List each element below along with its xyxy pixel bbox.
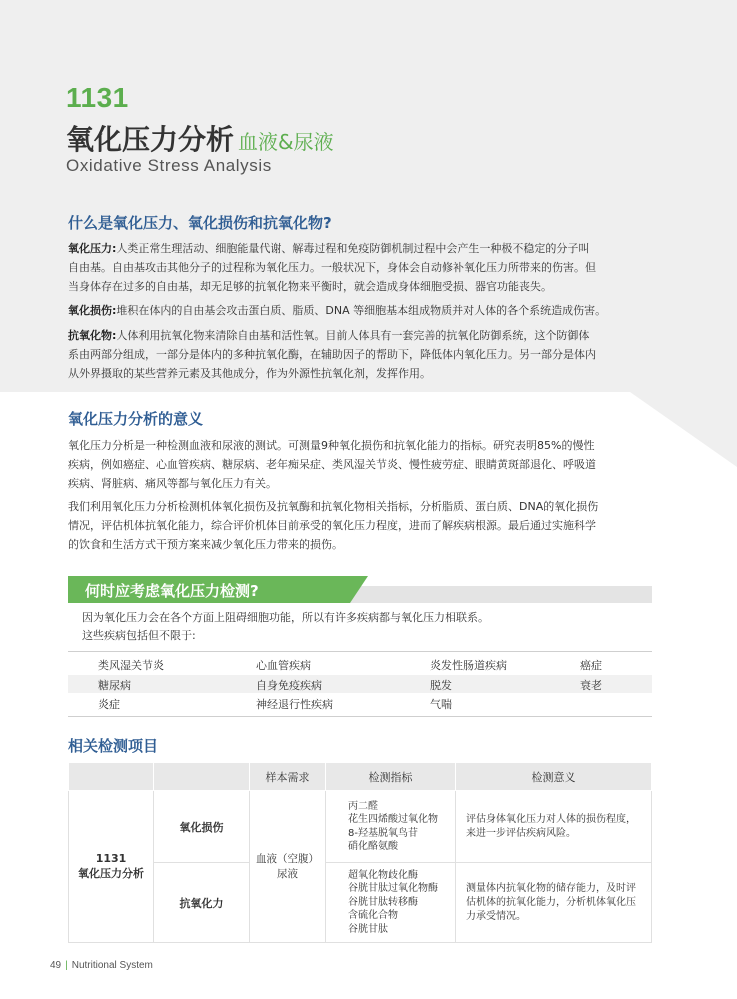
heading-tests: 相关检测项目 xyxy=(68,737,159,755)
title-sub: 血液&尿液 xyxy=(238,130,334,154)
footer-separator: | xyxy=(65,960,68,971)
text-line: 人类正常生理活动、细胞能量代谢、解毒过程和免疫防御机制过程中会产生一种极不稳定的分子叫 xyxy=(116,242,590,255)
text-line: 堆积在体内的自由基会攻击蛋白质、脂质、DNA 等细胞基本组成物质并对人体的各个系统造成伤害。 xyxy=(116,304,607,317)
term-oxidative-damage: 氧化损伤: xyxy=(68,304,117,317)
text-line: 氧化压力分析是一种检测血液和尿液的测试。可测量9种氧化损伤和抗氧化能力的指标。研究表明85%的慢性 xyxy=(68,439,595,452)
text-line: 自由基。自由基攻击其他分子的过程称为氧化压力。一般状况下，身体会自动修补氧化压力所带来的伤害。但 xyxy=(68,261,596,274)
table-header xyxy=(154,763,250,791)
sample-cell xyxy=(250,791,326,943)
indicator: 超氧化物歧化酶 xyxy=(348,869,418,881)
indicator: 谷胱甘肽转移酶 xyxy=(348,896,418,908)
indicators-cell xyxy=(326,791,456,863)
page-number: 49 xyxy=(50,960,62,971)
para-oxidative-damage xyxy=(68,301,658,320)
para-meaning-2 xyxy=(68,497,658,554)
divider xyxy=(68,716,652,717)
title-english: Oxidative Stress Analysis xyxy=(66,156,272,175)
text-line: 的饮食和生活方式干预方案来减少氧化压力带来的损伤。 xyxy=(68,538,343,551)
group-name: 氧化损伤 xyxy=(154,791,250,863)
indicator: 谷胱甘肽 xyxy=(348,923,388,935)
disease-cell: 神经退行性疾病 xyxy=(256,698,333,711)
term-oxidative-stress: 氧化压力: xyxy=(68,242,117,255)
disease-cell: 衰老 xyxy=(580,679,602,692)
text-line: 疾病，例如癌症、心血管疾病、糖尿病、老年痴呆症、类风湿关节炎、慢性疲劳症、眼睛黄斑部退化、呼吸道 xyxy=(68,458,596,471)
indicator: 硝化酪氨酸 xyxy=(348,841,398,852)
page-footer xyxy=(50,960,153,971)
heading-meaning: 氧化压力分析的意义 xyxy=(68,410,204,428)
page-title xyxy=(66,118,334,158)
test-name: 氧化压力分析 xyxy=(78,867,144,880)
disease-row xyxy=(68,655,652,673)
text-line: 疾病、肾脏病、痛风等都与氧化压力有关。 xyxy=(68,477,277,490)
text-line: 情况，评估机体抗氧化能力，综合评价机体目前承受的氧化压力程度，进而了解疾病根源。最后通过实施科学 xyxy=(68,519,596,532)
disease-cell: 心血管疾病 xyxy=(256,659,311,672)
test-name-cell xyxy=(69,791,154,943)
test-code: 1131 xyxy=(95,852,127,865)
meaning-cell: 测量体内抗氧化物的储存能力，及时评估机体的抗氧化能力，分析机体氧化压力承受情况。 xyxy=(456,863,652,943)
term-antioxidant: 抗氧化物: xyxy=(68,329,117,342)
disease-cell: 炎症 xyxy=(98,698,120,711)
indicators-cell xyxy=(326,863,456,943)
table-row xyxy=(69,791,652,863)
text-line: 我们利用氧化压力分析检测机体氧化损伤及抗氧酶和抗氧化物相关指标，分析脂质、蛋白质、DNA的氧化损伤 xyxy=(68,500,599,513)
when-intro-1: 因为氧化压力会在各个方面上阻碍细胞功能，所以有许多疾病都与氧化压力相联系。 xyxy=(82,611,489,624)
disease-cell: 炎发性肠道疾病 xyxy=(430,659,507,672)
indicator: 含硫化合物 xyxy=(348,910,398,922)
title-main: 氧化压力分析 xyxy=(66,123,235,156)
sample-blood: 血液（空腹） xyxy=(256,852,319,865)
para-oxidative-stress xyxy=(68,239,658,296)
table-header xyxy=(69,763,154,791)
footer-label: Nutritional System xyxy=(71,960,153,971)
table-header: 检测指标 xyxy=(326,763,456,791)
disease-cell: 气喘 xyxy=(430,698,452,711)
table-header: 检测意义 xyxy=(456,763,652,791)
group-name: 抗氧化力 xyxy=(154,863,250,943)
disease-cell: 自身免疫疾病 xyxy=(256,679,322,692)
table-header-row xyxy=(69,763,652,791)
para-antioxidant xyxy=(68,326,658,383)
disease-row xyxy=(68,675,652,693)
text-line: 当身体存在过多的自由基，却无足够的抗氧化物来平衡时，就会造成身体细胞受损、器官功能丧失。 xyxy=(68,280,552,293)
disease-cell: 糖尿病 xyxy=(98,679,131,692)
text-line: 系由两部分组成，一部分是体内的多种抗氧化酶，在辅助因子的帮助下，降低体内氧化压力。另一部分是体内 xyxy=(68,348,596,361)
banner-gray-strip xyxy=(350,586,652,603)
table-header: 样本需求 xyxy=(250,763,326,791)
test-code: 1131 xyxy=(66,82,129,113)
para-meaning-1 xyxy=(68,436,658,493)
indicator: 8-羟基脱氧鸟苷 xyxy=(348,827,418,839)
disease-row xyxy=(68,694,652,712)
disease-cell: 脱发 xyxy=(430,679,452,692)
divider xyxy=(68,651,652,652)
tests-table xyxy=(68,762,652,943)
indicator: 丙二醛 xyxy=(348,800,378,812)
table-row xyxy=(69,863,652,943)
indicator: 花生四烯酸过氧化物 xyxy=(348,814,438,825)
text-line: 从外界摄取的某些营养元素及其他成分，作为外源性抗氧化剂，发挥作用。 xyxy=(68,367,431,380)
when-intro-2: 这些疾病包括但不限于: xyxy=(82,629,196,642)
indicator: 谷胱甘肽过氧化物酶 xyxy=(348,883,438,895)
disease-cell: 癌症 xyxy=(580,659,602,672)
disease-cell: 类风湿关节炎 xyxy=(98,659,164,672)
heading-what: 什么是氧化压力、氧化损伤和抗氧化物? xyxy=(68,214,332,232)
sample-urine: 尿液 xyxy=(277,867,298,880)
heading-when: 何时应考虑氧化压力检测? xyxy=(85,582,259,600)
meaning-cell: 评估身体氧化压力对人体的损伤程度，来进一步评估疾病风险。 xyxy=(456,791,652,863)
text-line: 人体利用抗氧化物来清除自由基和活性氧。目前人体具有一套完善的抗氧化防御系统，这个防御体 xyxy=(116,329,590,342)
